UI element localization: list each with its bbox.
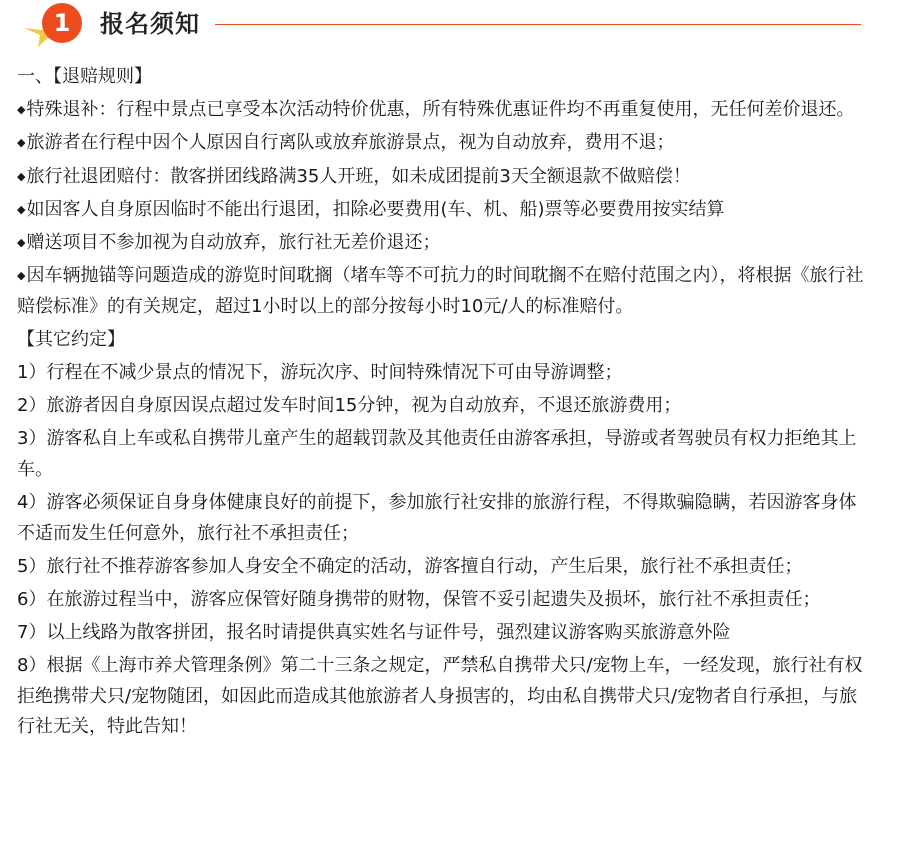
rule-item: ◆ 因车辆抛锚等问题造成的游览时间耽搁（堵车等不可抗力的时间耽搁不在赔付范围之内），将根据《旅行社赔偿标准》的有关规定，超过1小时以上的部分按每小时10元/人的标准赔付。 — [17, 261, 867, 322]
section-header — [0, 0, 919, 50]
section-number-badge: 1 — [42, 3, 82, 43]
rule-item: ◆ 旅游者在行程中因个人原因自行离队或放弃旅游景点，视为自动放弃，费用不退； — [17, 128, 867, 159]
section-title: 报名须知 — [100, 10, 200, 38]
agreement-item: 7）以上线路为散客拼团，报名时请提供真实姓名与证件号，强烈建议游客购买旅游意外险 — [17, 622, 731, 644]
agreement-item: 8）根据《上海市养犬管理条例》第二十三条之规定，严禁私自携带犬只/宠物上车，一经发现，旅行社有权拒绝携带犬只/宠物随团，如因此而造成其他旅游者人身损害的，均由私自携带犬只/宠物者自行承担，与旅行社无关，特此告知！ — [17, 655, 863, 738]
agreement-item: 2）旅游者因自身原因误点超过发车时间15分钟，视为自动放弃，不退还旅游费用； — [17, 395, 682, 417]
rule-item: ◆ 赠送项目不参加视为自动放弃，旅行社无差价退还； — [17, 228, 867, 259]
notice-content — [17, 62, 867, 746]
rule-item: ◆ 如因客人自身原因临时不能出行退团，扣除必要费用(车、机、船)票等必要费用按实结算 — [17, 195, 867, 226]
refund-rules-heading: 一、【退赔规则】 — [17, 66, 152, 87]
title-divider — [215, 24, 861, 25]
agreement-item: 3）游客私自上车或私自携带儿童产生的超载罚款及其他责任由游客承担，导游或者驾驶员有权力拒绝其上车。 — [17, 428, 857, 480]
agreement-item: 6）在旅游过程当中，游客应保管好随身携带的财物，保管不妥引起遗失及损坏，旅行社不承担责任； — [17, 588, 821, 610]
agreement-item: 4）游客必须保证自身身体健康良好的前提下，参加旅行社安排的旅游行程，不得欺骗隐瞒，若因游客身体不适而发生任何意外，旅行社不承担责任； — [17, 492, 857, 544]
rule-item: ◆ 旅行社退团赔付：散客拼团线路满35人开班，如未成团提前3天全额退款不做赔偿！ — [17, 162, 867, 193]
rule-item: ◆ 特殊退补：行程中景点已享受本次活动特价优惠，所有特殊优惠证件均不再重复使用，无任何差价退还。 — [17, 95, 867, 126]
other-agreements-heading: 【其它约定】 — [17, 328, 125, 350]
agreement-item: 1）行程在不减少景点的情况下，游玩次序、时间特殊情况下可由导游调整； — [17, 362, 623, 383]
agreement-item: 5）旅行社不推荐游客参加人身安全不确定的活动，游客擅自行动，产生后果，旅行社不承担责任； — [17, 555, 803, 577]
